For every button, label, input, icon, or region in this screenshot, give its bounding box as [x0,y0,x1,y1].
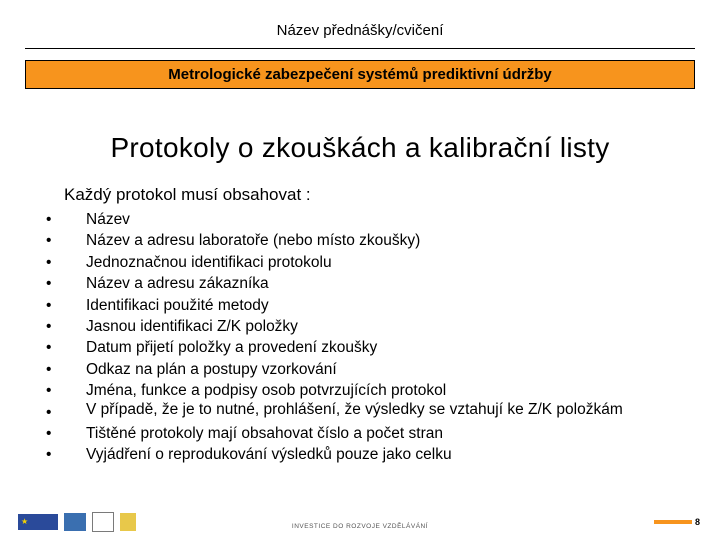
bullet-icon: • [46,339,52,357]
list-item [40,273,680,294]
bullet-icon: • [46,382,52,400]
list-item-text: Datum přijetí položky a provedení zkoušky [86,339,378,357]
list-item [40,209,680,230]
page-number: 8 [694,517,700,527]
topic-banner: Metrologické zabezpečení systémů prediktivní údržby [25,60,695,89]
list-item [40,402,680,423]
bullet-icon: • [46,360,52,378]
list-item [40,359,680,380]
bullet-icon: • [46,232,52,250]
list-item-text: Vyjádření o reprodukování výsledků pouze jako celku [86,446,452,464]
op-vk-logo [120,513,136,531]
eu-flag-icon [18,514,58,530]
list-item-text: Odkaz na plán a postupy vzorkování [86,360,337,378]
footer-tagline: INVESTICE DO ROZVOJE VZDĚLÁVÁNÍ [291,523,429,530]
list-item-text: Tištěné protokoly mají obsahovat číslo a počet stran [86,425,443,443]
list-item [40,252,680,273]
list-item [40,380,680,401]
bullet-icon: • [46,296,52,314]
list-item [40,295,680,316]
bullet-icon: • [46,318,52,336]
bullet-icon: • [46,425,52,443]
list-item-text: Název [86,211,130,228]
list-item [40,230,680,251]
list-item [40,337,680,358]
list-item-text: Jasnou identifikaci Z/K položky [86,318,298,336]
intro-text: Každý protokol musí obsahovat : [64,185,311,204]
header-divider [25,48,695,49]
list-item-text: Jména, funkce a podpisy osob potvrzujících protokol [86,382,447,400]
list-item-text: Název a adresu zákazníka [86,275,269,293]
bullet-icon: • [46,446,52,464]
list-item-text: Jednoznačnou identifikaci protokolu [86,253,332,271]
list-item [40,444,680,465]
bullet-icon: • [46,275,52,293]
footer-logos [18,512,136,532]
slide-title: Protokoly o zkouškách a kalibrační listy [110,132,610,163]
bullet-icon: • [46,403,52,421]
list-item-text: Název a adresu laboratoře (nebo místo zkoušky) [86,232,421,250]
requirements-list [40,209,680,466]
list-item-text: V případě, že je to nutné, prohlášení, že výsledky se vztahují ke Z/K položkám [86,400,623,418]
bullet-icon: • [46,253,52,271]
esf-logo [64,513,86,531]
list-item-text: Identifikaci použité metody [86,296,269,314]
brand-bar [654,520,692,524]
bullet-icon: • [46,211,52,228]
footer-brand [628,515,700,529]
list-item [40,316,680,337]
course-title: Název přednášky/cvičení [276,22,444,39]
list-item [40,423,680,444]
msmt-logo [92,512,114,532]
